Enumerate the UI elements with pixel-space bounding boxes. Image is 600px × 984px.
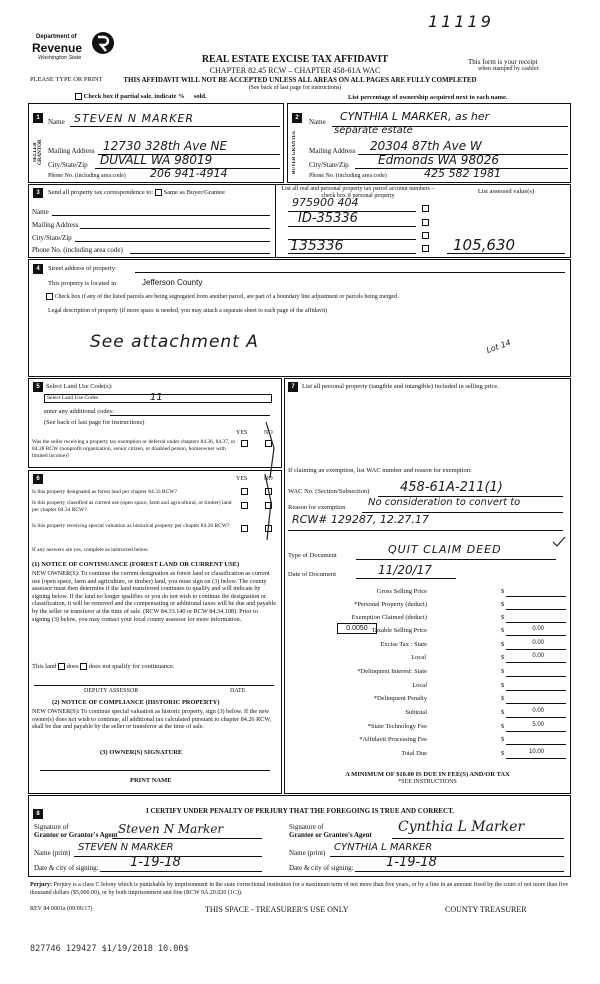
lot-note: Lot 14	[485, 337, 512, 356]
grantee-sig-line	[392, 838, 564, 839]
deputy-line	[34, 685, 274, 686]
buyer-grantee-label: BUYER GRANTEE	[292, 130, 297, 175]
reason-value-1: No consideration to convert to	[368, 497, 521, 508]
section-2-number: 2	[292, 113, 302, 123]
fee-label: *Personal Property (deduct)	[354, 601, 427, 608]
see-instructions-note: *SEE INSTRUCTIONS	[398, 779, 457, 785]
document-date-line	[356, 578, 456, 579]
fee-line	[506, 609, 566, 610]
ownership-note: List percentage of ownership acquired next to each name.	[348, 94, 508, 101]
owner-signature-line	[40, 770, 270, 771]
legal-description: See attachment A	[90, 332, 259, 352]
grantor-date: 1-19-18	[130, 855, 181, 870]
grantor-signature: Steven N Marker	[118, 822, 224, 836]
exemption-yes-checkbox[interactable]	[241, 440, 248, 447]
fee-dollar-sign: $	[501, 588, 505, 595]
fee-line	[506, 731, 566, 732]
fee-dollar-sign: $	[501, 695, 505, 702]
document-number: 11119	[428, 12, 494, 31]
fee-label: *State Technology Fee	[367, 723, 427, 730]
fee-label: Local	[412, 682, 427, 689]
perjury-statement	[30, 881, 570, 897]
section-6-no: NO	[264, 476, 273, 482]
fee-row	[284, 750, 571, 762]
grantor-sig-line	[112, 838, 262, 839]
fee-label: Taxable Selling Price	[371, 627, 427, 634]
correspondence-row	[48, 189, 225, 196]
buyer-city-label: City/State/Zip	[309, 161, 349, 169]
section-6-yes: YES	[236, 476, 248, 482]
seller-phone: 206 941-4914	[150, 167, 228, 180]
forest-yes-checkbox[interactable]	[241, 488, 248, 495]
section-3-divider	[275, 184, 276, 258]
grantor-sig-label-1: Signature of	[34, 823, 69, 831]
historic-question: Is this property receiving special valuation as historical property per chapter 84.26 RCW?	[32, 523, 230, 529]
corr-name-label: Name	[32, 208, 49, 216]
parcel-1-checkbox[interactable]	[422, 205, 429, 212]
does-checkbox[interactable]	[58, 663, 65, 670]
fee-dollar-sign: $	[501, 723, 505, 730]
grantee-name-line	[330, 856, 564, 857]
document-type-line	[356, 559, 556, 560]
fee-label: *Delinquent Penalty	[373, 695, 427, 702]
corr-name-line	[52, 215, 270, 216]
correspondence-label: Send all property tax correspondence to:	[48, 189, 154, 196]
logo-line1: Department of	[36, 34, 77, 40]
fee-line	[506, 744, 566, 745]
fee-dollar-sign: $	[501, 736, 505, 743]
doc-type-checkmark	[552, 536, 566, 548]
notice-continuance-body: NEW OWNER(S): To continue the current designation as forest land or classification as current use (open space, farm and agriculture, or timber) land, you must sign on (3) below. The county assessor must then determine if the land transferred continues to qualify and will indicate by signing below. If the land no longer qualifies or you do not wish to continue the designation or classification, it will be removed and the compensating or additional taxes will be due and payable by the seller or transferor at the time of sale. (RCW 84.33.140 or RCW 84.34.108). Prior to signing (3) below, you may contact your local county assessor for more information.	[32, 570, 276, 623]
seller-name: STEVEN N MARKER	[74, 112, 195, 125]
assessed-header: List assessed value(s)	[477, 188, 535, 195]
current-use-question: Is this property classified as current use (open space, farm and agricultural, or timber) land per chapter 84.34 RCW?	[32, 500, 232, 513]
fee-row	[284, 641, 571, 653]
section-8-number: 8	[33, 809, 43, 819]
grantee-date-label: Date & city of signing:	[289, 864, 354, 872]
fee-row	[284, 695, 571, 707]
seller-grantor-label: SELLER GRANTOR	[33, 139, 43, 166]
current-use-yes-checkbox[interactable]	[241, 502, 248, 509]
qualify-label: qualify for continuance.	[112, 663, 175, 670]
county-label: This property is located in	[48, 280, 117, 287]
document-date-label: Date of Document	[288, 571, 337, 578]
fee-label: Gross Selling Price	[376, 588, 427, 595]
fee-value: 0.00	[532, 640, 544, 646]
historic-yes-checkbox[interactable]	[241, 525, 248, 532]
revision-label: REV 84 0001a (09/06/17)	[30, 906, 93, 912]
owner-signature-title: (3) OWNER(S) SIGNATURE	[100, 749, 183, 756]
form-warning: THIS AFFIDAVIT WILL NOT BE ACCEPTED UNLESS ALL AREAS ON ALL PAGES ARE FULLY COMPLETED	[123, 76, 477, 84]
grantee-name-label: Name (print)	[289, 849, 326, 857]
fee-row	[284, 627, 571, 639]
fee-line	[506, 717, 566, 718]
fee-line	[506, 676, 566, 677]
additional-codes-line	[110, 415, 270, 416]
land-use-see-back: (See back of last page for instructions)	[44, 419, 145, 426]
land-use-select-value: Select Land Use Codes	[47, 395, 99, 401]
parcel-1: 975900 404	[292, 196, 359, 209]
section-5-number: 5	[33, 382, 43, 392]
section-5-no: NO	[264, 430, 273, 436]
segregation-row	[46, 293, 399, 300]
document-date: 11/20/17	[378, 563, 432, 577]
department-logo	[32, 34, 122, 68]
fee-dollar-sign: $	[501, 654, 505, 661]
fee-line	[506, 758, 566, 759]
deputy-assessor-label: DEPUTY ASSESSOR	[84, 688, 139, 694]
fee-value: 0.00	[532, 653, 544, 659]
parcels-header: List all real and personal property tax parcel account numbers – check box if personal property	[281, 186, 435, 199]
section-1-number: 1	[33, 113, 43, 123]
fee-line	[506, 690, 566, 691]
street-address-line	[135, 272, 565, 273]
fee-label: Subtotal	[405, 709, 427, 716]
notice-compliance-title: (2) NOTICE OF COMPLIANCE (HISTORIC PROPERTY)	[52, 699, 220, 706]
section-6-number: 6	[33, 474, 43, 484]
personal-property-label: List all personal property (tangible and intangible) included in selling price.	[302, 383, 499, 390]
form-title: REAL ESTATE EXCISE TAX AFFIDAVIT	[201, 54, 389, 65]
grantee-sig-label-1: Signature of	[289, 823, 324, 831]
buyer-name-label: Name	[309, 118, 326, 126]
fee-dollar-sign: $	[501, 709, 505, 716]
parcel-2-checkbox[interactable]	[422, 219, 429, 226]
wac-label: WAC No. (Section/Subsection)	[288, 488, 370, 495]
seller-name-line	[70, 126, 280, 127]
grantee-date-line	[355, 871, 564, 872]
minimum-due-note: A MINIMUM OF $10.00 IS DUE IN FEE(S) AND/OR TAX	[345, 771, 510, 778]
grantee-date: 1-19-18	[386, 855, 437, 870]
local-rate-value: 0.0050	[346, 625, 368, 632]
deputy-date-label: DATE	[230, 688, 246, 694]
fee-dollar-sign: $	[501, 682, 505, 689]
grantor-name-label: Name (print)	[34, 849, 71, 857]
seller-address: 12730 328th Ave NE	[103, 139, 228, 153]
fee-line	[506, 703, 566, 704]
exemption-label: If claiming an exemption, list WAC number and reason for exemption:	[288, 467, 472, 474]
section-6-designation	[28, 470, 282, 794]
reason-line-2	[288, 530, 563, 531]
treasurer-space-label: THIS SPACE - TREASURER'S USE ONLY	[205, 905, 349, 914]
receipt-note-1: This form is your receipt	[468, 58, 538, 66]
see-back-note: (See back of last page for instructions)	[248, 85, 342, 91]
fee-line	[506, 635, 566, 636]
section-6-checkmark	[262, 472, 276, 542]
section-4-property	[28, 259, 571, 377]
grantee-name: CYNTHIA L MARKER	[334, 842, 433, 853]
logo-line3: Washington State	[38, 55, 82, 61]
cashier-stamp: 827746 129427 $1/19/2018 10.00$	[30, 944, 189, 954]
fee-label: Exemption Claimed (deduct)	[351, 614, 427, 621]
parcel-3-checkbox[interactable]	[422, 232, 429, 239]
same-as-buyer-checkbox[interactable]	[155, 189, 162, 196]
fee-row	[284, 723, 571, 735]
parcel-4-line	[288, 253, 416, 254]
county-value: Jefferson County	[142, 278, 203, 287]
fee-value: 0.00	[532, 626, 544, 632]
corr-address-line	[80, 228, 270, 229]
does-not-label: does not	[88, 663, 111, 670]
buyer-phone: 425 582 1981	[424, 167, 501, 180]
land-use-title: Select Land Use Code(s):	[46, 383, 113, 390]
logo-line2: Revenue	[32, 41, 83, 55]
buyer-name: CYNTHIA L MARKER, as her	[340, 110, 490, 123]
fee-value: 10.00	[528, 749, 544, 755]
local-rate-box[interactable]	[337, 623, 377, 634]
partial-sale-label: Check box if partial sale, indicate %	[83, 93, 185, 100]
fee-line	[506, 622, 566, 623]
corr-phone-label: Phone No. (including area code)	[32, 246, 123, 254]
instructions-note: If any answers are yes, complete as instructed below.	[32, 547, 149, 553]
fee-dollar-sign: $	[501, 601, 505, 608]
fee-label: Total Due	[401, 750, 427, 757]
certify-statement: I CERTIFY UNDER PENALTY OF PERJURY THAT THE FOREGOING IS TRUE AND CORRECT.	[145, 807, 454, 815]
buyer-city: Edmonds WA 98026	[378, 153, 499, 167]
section-3-number: 3	[33, 188, 43, 198]
street-address-label: Street address of property:	[48, 265, 117, 272]
this-land-label: This land	[32, 663, 57, 670]
legal-description-label: Legal description of property (if more space is needed, you may attach a separate sheet to each page of the affidavit)	[48, 308, 328, 314]
parcel-4-checkbox[interactable]	[422, 245, 429, 252]
fee-dollar-sign: $	[501, 614, 505, 621]
fee-line	[506, 596, 566, 597]
land-use-code: 11	[150, 392, 163, 403]
grantor-date-line	[100, 871, 262, 872]
section-7-number: 7	[288, 382, 298, 392]
seller-phone-label: Phone No. (including area code)	[48, 173, 126, 179]
qualify-row	[32, 663, 175, 670]
fee-row	[284, 736, 571, 748]
document-type: QUIT CLAIM DEED	[388, 543, 502, 556]
parcel-2: ID-35336	[298, 211, 358, 226]
seller-name-label: Name	[48, 118, 65, 126]
parcel-4: 135336	[290, 238, 344, 254]
fee-row	[284, 668, 571, 680]
assessed-line	[447, 253, 565, 254]
print-name-label: PRINT NAME	[130, 777, 172, 784]
partial-sale-row	[75, 93, 207, 100]
fee-value: 0.00	[532, 708, 544, 714]
fee-row	[284, 682, 571, 694]
document-type-label: Type of Document	[288, 552, 337, 559]
segregation-label: Check box if any of the listed parcels are being segregated from another parcel, are part of a boundary line adjustment or parcels being merged.	[54, 293, 399, 300]
partial-sale-checkbox[interactable]	[75, 93, 82, 100]
reason-label: Reason for exemption	[288, 504, 346, 511]
perjury-bold: Perjury:	[30, 882, 52, 888]
fee-row	[284, 709, 571, 721]
fee-row	[284, 654, 571, 666]
perjury-text: Perjury is a class C felony which is punishable by imprisonment in the state correctional institution for a maximum term of not more than five years, or by a fine in an amount fixed by the court of not more than five thousand dollars ($5,000.00), or by both imprisonment and fine (RCW 9A.20.020 (1C)).	[30, 882, 569, 896]
form-chapter: CHAPTER 82.45 RCW – CHAPTER 458-61A WAC	[209, 66, 381, 75]
exemption-question: Was the seller receiving a property tax exemption or deferral under chapters 84.36, 84.37, or 84.38 RCW (nonprofit organization, senior citizen, or disabled person, homeowner with limited income)?	[32, 439, 236, 459]
parcel-2-line	[288, 226, 416, 227]
corr-address-label: Mailing Address	[32, 221, 79, 229]
wac-value: 458-61A-211(1)	[400, 480, 503, 495]
fee-dollar-sign: $	[501, 627, 505, 634]
grantor-name: STEVEN N MARKER	[78, 842, 174, 853]
notice-compliance-body: NEW OWNER(S): To continue special valuation as historic property, sign (3) below. If the new owner(s) does not wish to continue, all additional tax calculated pursuant to chapter 84.26 RCW, shall be due and payable by the seller or transferor at the time of sale.	[32, 708, 272, 731]
does-not-checkbox[interactable]	[80, 663, 87, 670]
seller-city: DUVALL WA 98019	[100, 153, 213, 167]
fee-line	[506, 662, 566, 663]
segregation-checkbox[interactable]	[46, 293, 53, 300]
fee-row	[284, 601, 571, 613]
seller-city-label: City/State/Zip	[48, 161, 88, 169]
fee-label: Local	[411, 654, 426, 661]
fee-row	[284, 588, 571, 600]
section-5-yes: YES	[236, 430, 248, 436]
partial-sale-sold: sold.	[193, 93, 207, 100]
fee-dollar-sign: $	[501, 668, 505, 675]
section-4-number: 4	[33, 264, 43, 274]
does-label: does	[66, 663, 79, 670]
fee-value: 5.00	[532, 722, 544, 728]
same-as-buyer-label: Same as Buyer/Grantee	[163, 189, 225, 196]
corr-city-line	[75, 241, 270, 242]
buyer-name-2: separate estate	[334, 125, 413, 136]
additional-codes-label: enter any additional codes:	[44, 408, 114, 415]
corr-city-label: City/State/Zip	[32, 234, 72, 242]
assessed-value: 105,630	[453, 236, 516, 254]
grantor-sig-label-2: Grantor or Grantor's Agent	[34, 831, 118, 839]
forest-land-question: Is this property designated as forest land per chapter 84.33 RCW?	[32, 489, 177, 495]
corr-phone-line	[130, 253, 270, 254]
revenue-logo-icon	[90, 30, 116, 56]
reason-value-2: RCW# 129287, 12.27.17	[292, 513, 429, 526]
grantee-signature: Cynthia L Marker	[398, 819, 525, 835]
notice-continuance-title: (1) NOTICE OF CONTINUANCE (FOREST LAND OR CURRENT USE)	[32, 561, 240, 568]
fee-dollar-sign: $	[501, 750, 505, 757]
buyer-address: 20304 87th Ave W	[370, 139, 482, 153]
buyer-address-label: Mailing Address	[309, 147, 356, 155]
fee-label: *Affidavit Processing Fee	[359, 736, 427, 743]
fee-label: *Delinquent Interest: State	[357, 668, 427, 675]
grantee-sig-label-2: Grantee or Grantee's Agent	[289, 831, 372, 839]
county-treasurer-label: COUNTY TREASURER	[445, 905, 527, 914]
grantor-date-label: Date & city of signing:	[34, 864, 99, 872]
fee-line	[506, 649, 566, 650]
fee-dollar-sign: $	[501, 641, 505, 648]
seller-address-label: Mailing Address	[48, 147, 95, 155]
fee-row	[284, 614, 571, 626]
receipt-note-2: when stamped by cashier.	[478, 66, 540, 72]
fee-label: Excise Tax : State	[380, 641, 427, 648]
buyer-phone-label: Phone No. (including area code)	[309, 173, 387, 179]
print-note: PLEASE TYPE OR PRINT	[30, 76, 103, 83]
